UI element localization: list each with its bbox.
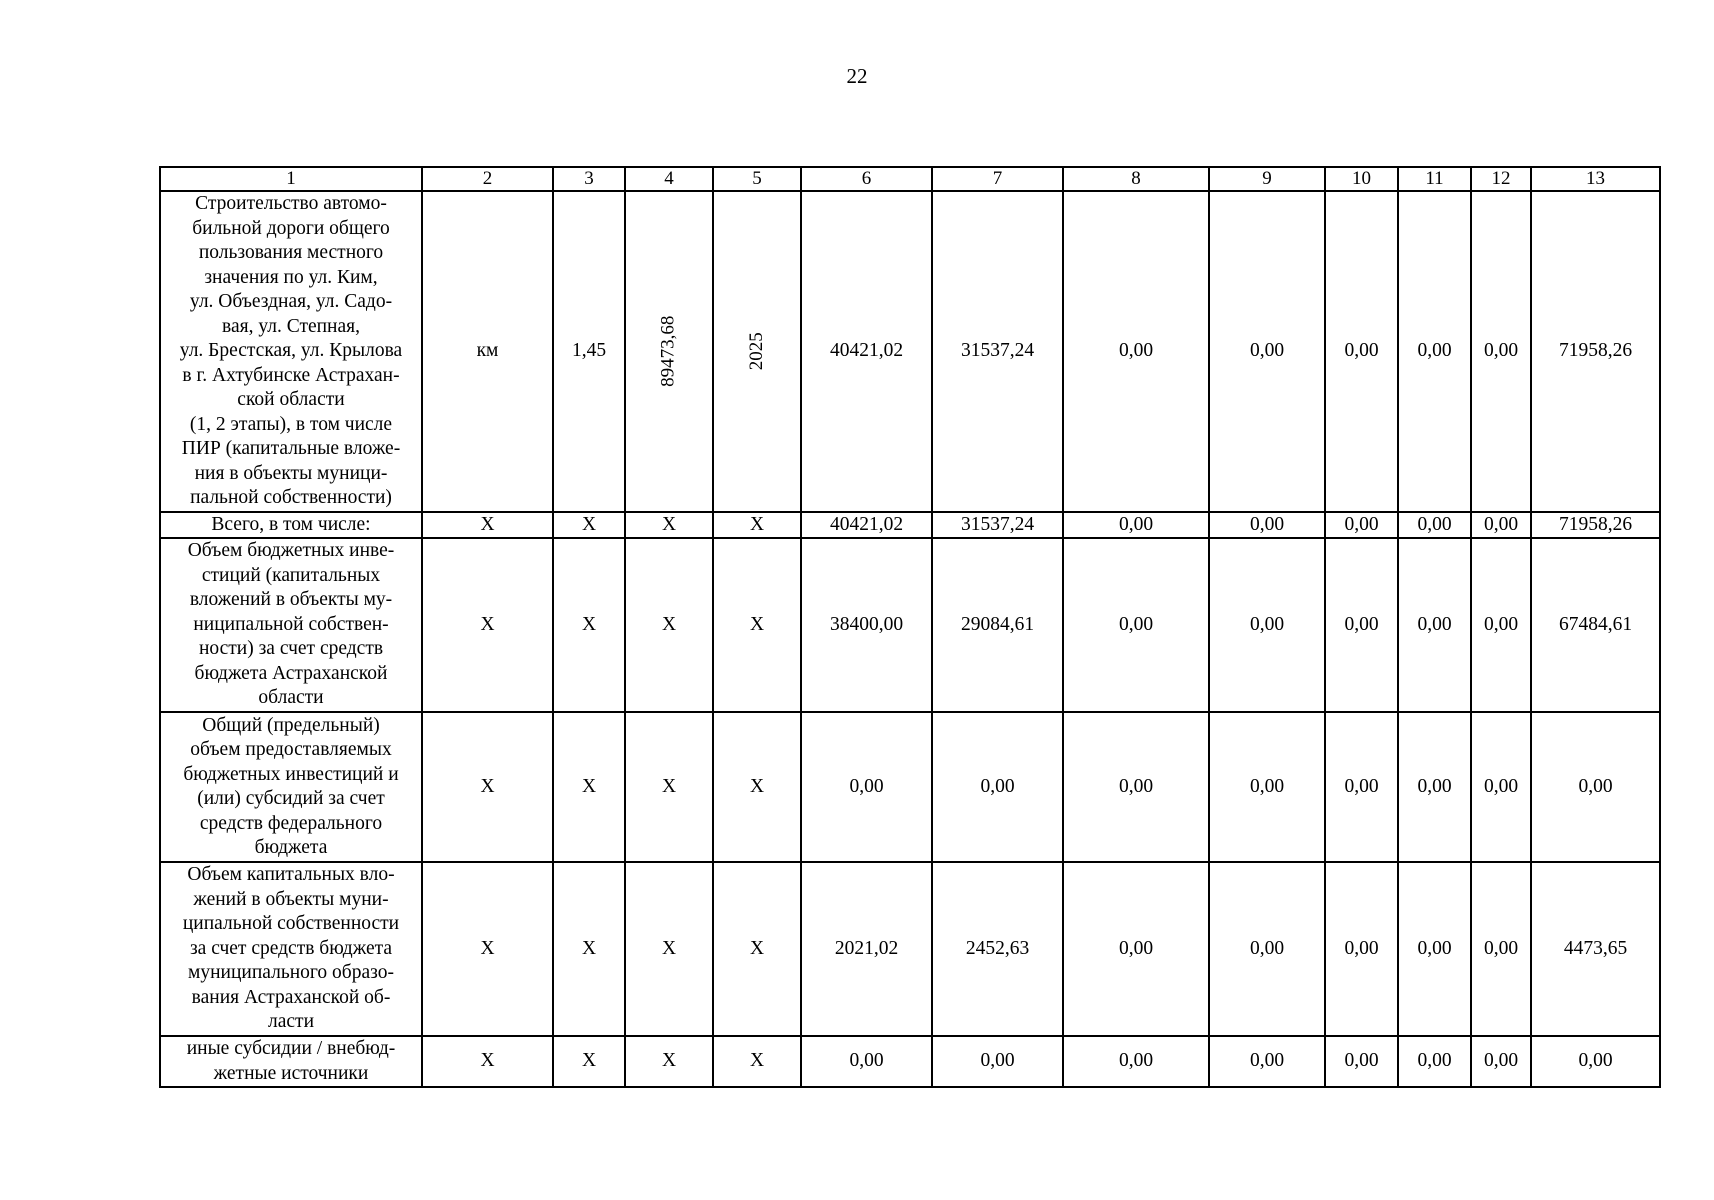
value-cell: X (422, 862, 553, 1036)
description-line: (1, 2 этапы), в том числе (189, 413, 393, 435)
column-number: 3 (553, 167, 625, 191)
description-line: за счет средств бюджета (189, 937, 393, 959)
value-cell: 0,00 (801, 1036, 932, 1087)
description-line: бильной дороги общего (192, 217, 390, 239)
description-line: иные субсидии / внебюд- (186, 1038, 396, 1059)
total-cell: 67484,61 (1531, 538, 1660, 712)
value-cell: X (553, 1036, 625, 1087)
column-number: 4 (625, 167, 713, 191)
value-cell: X (422, 1036, 553, 1087)
value-cell: 0,00 (1325, 512, 1398, 539)
value-cell: 0,00 (1325, 862, 1398, 1036)
description-line: вания Астраханской об- (191, 986, 391, 1008)
column-number: 6 (801, 167, 932, 191)
value-cell: 40421,02 (801, 191, 932, 512)
description-line: Объем бюджетных инве- (187, 540, 395, 562)
table-row-total (160, 512, 1660, 539)
value-cell: 0,00 (1471, 712, 1531, 862)
value-cell: X (422, 538, 553, 712)
description-line: ПИР (капитальные вложе- (181, 438, 401, 459)
description-line: стиций (капитальных (201, 564, 381, 586)
description-line: ния в объекты муници- (194, 462, 388, 484)
value-cell: 0,00 (1325, 1036, 1398, 1087)
table-row-municipal-budget (160, 862, 1660, 1036)
value-cell: 0,00 (1398, 712, 1471, 862)
value-cell: 0,00 (1209, 512, 1325, 539)
value-cell: 2021,02 (801, 862, 932, 1036)
total-cell: 0,00 (1531, 712, 1660, 862)
total-cell: 0,00 (1531, 1036, 1660, 1087)
row-description (160, 712, 422, 862)
description-line: бюджета (254, 837, 328, 858)
column-number: 1 (160, 167, 422, 191)
value-cell: 0,00 (1209, 191, 1325, 512)
description-line: ципальной собственности (182, 913, 400, 935)
description-line: Объем капитальных вло- (187, 864, 395, 886)
column-number: 10 (1325, 167, 1398, 191)
capacity-cell: 1,45 (553, 191, 625, 512)
value-cell: X (625, 712, 713, 862)
row-description (160, 1036, 422, 1087)
value-cell: X (713, 712, 801, 862)
value-cell: X (553, 712, 625, 862)
total-cell: 71958,26 (1531, 191, 1660, 512)
value-cell: X (422, 512, 553, 539)
description-line: области (258, 687, 324, 709)
value-cell: X (713, 512, 801, 539)
value-cell: 29084,61 (932, 538, 1063, 712)
value-cell: 0,00 (1471, 191, 1531, 512)
description-line: в г. Ахтубинске Астрахан- (182, 364, 400, 386)
row-description (160, 538, 422, 712)
value-cell: X (553, 512, 625, 539)
value-cell: 0,00 (1063, 191, 1209, 512)
value-cell: 0,00 (1471, 1036, 1531, 1087)
value-cell: 0,00 (1209, 862, 1325, 1036)
value-cell: X (553, 862, 625, 1036)
value-cell: 0,00 (1471, 512, 1531, 539)
table-row-federal-budget (160, 712, 1660, 862)
value-cell: X (625, 862, 713, 1036)
table-row-other-sources (160, 1036, 1660, 1087)
value-cell: X (713, 1036, 801, 1087)
description-line: значения по ул. Ким, (204, 266, 378, 288)
total-cell: 4473,65 (1531, 862, 1660, 1036)
column-number: 2 (422, 167, 553, 191)
table-row-construction-project (160, 191, 1660, 512)
description-line: пользования местного (198, 242, 384, 263)
column-number: 11 (1398, 167, 1471, 191)
value-cell: 0,00 (1398, 512, 1471, 539)
estimated-cost-value: 89473,68 (657, 315, 679, 387)
value-cell: 40421,02 (801, 512, 932, 539)
value-cell: 0,00 (1325, 712, 1398, 862)
value-cell: 0,00 (1063, 862, 1209, 1036)
value-cell: 0,00 (932, 1036, 1063, 1087)
value-cell: 0,00 (1325, 191, 1398, 512)
year-cell (713, 191, 801, 512)
year-value: 2025 (745, 332, 767, 371)
row-description (160, 862, 422, 1036)
description-line: Всего, в том числе: (211, 513, 371, 535)
value-cell: 0,00 (1063, 512, 1209, 539)
total-cell: 71958,26 (1531, 512, 1660, 539)
estimated-cost-cell (625, 191, 713, 512)
value-cell: 38400,00 (801, 538, 932, 712)
page-number: 22 (846, 64, 868, 88)
column-number: 9 (1209, 167, 1325, 191)
value-cell: 0,00 (1398, 538, 1471, 712)
value-cell: 0,00 (1063, 1036, 1209, 1087)
column-number: 5 (713, 167, 801, 191)
value-cell: 0,00 (801, 712, 932, 862)
column-number: 7 (932, 167, 1063, 191)
description-line: пальной собственности) (190, 487, 392, 508)
value-cell: 0,00 (1325, 538, 1398, 712)
value-cell: 0,00 (1398, 1036, 1471, 1087)
description-line: жетные источники (213, 1062, 369, 1084)
description-line: вая, ул. Степная, (222, 315, 360, 337)
description-line: бюджетных инвестиций и (183, 763, 399, 785)
row-description (160, 512, 422, 539)
value-cell: X (422, 712, 553, 862)
value-cell: 0,00 (1471, 538, 1531, 712)
budget-table (159, 166, 1661, 1088)
description-line: вложений в объекты му- (189, 589, 393, 611)
unit-cell: км (422, 191, 553, 512)
value-cell: 31537,24 (932, 512, 1063, 539)
value-cell: 0,00 (932, 712, 1063, 862)
table-row-regional-budget (160, 538, 1660, 712)
description-line: ности) за счет средств (198, 638, 384, 660)
column-number: 12 (1471, 167, 1531, 191)
description-line: ласти (268, 1011, 314, 1033)
value-cell: X (625, 1036, 713, 1087)
description-line: Общий (предельный) (202, 714, 380, 736)
description-line: (или) субсидий за счет (197, 788, 385, 809)
description-line: ниципальной собствен- (193, 613, 389, 635)
value-cell: 0,00 (1398, 862, 1471, 1036)
value-cell: 0,00 (1209, 712, 1325, 862)
value-cell: 0,00 (1063, 712, 1209, 862)
value-cell: X (713, 862, 801, 1036)
description-line: ской области (237, 389, 345, 410)
value-cell: 0,00 (1209, 1036, 1325, 1087)
description-line: объем предоставляемых (190, 739, 392, 760)
description-line: средств федерального (199, 812, 383, 834)
value-cell: 0,00 (1471, 862, 1531, 1036)
value-cell: X (713, 538, 801, 712)
value-cell: 0,00 (1063, 538, 1209, 712)
description-line: ул. Объездная, ул. Садо- (189, 291, 393, 312)
column-number: 13 (1531, 167, 1660, 191)
value-cell: X (625, 538, 713, 712)
value-cell: 31537,24 (932, 191, 1063, 512)
value-cell: X (553, 538, 625, 712)
description-line: ул. Брестская, ул. Крылова (179, 340, 403, 361)
column-number: 8 (1063, 167, 1209, 191)
value-cell: X (625, 512, 713, 539)
column-number-row (160, 167, 1660, 191)
value-cell: 0,00 (1209, 538, 1325, 712)
description-line: жений в объекты муни- (193, 888, 389, 910)
value-cell: 2452,63 (932, 862, 1063, 1036)
value-cell: 0,00 (1398, 191, 1471, 512)
description-line: бюджета Астраханской (194, 662, 388, 684)
row-description (160, 191, 422, 512)
description-line: муниципального образо- (188, 962, 394, 984)
description-line: Строительство автомо- (195, 193, 387, 214)
